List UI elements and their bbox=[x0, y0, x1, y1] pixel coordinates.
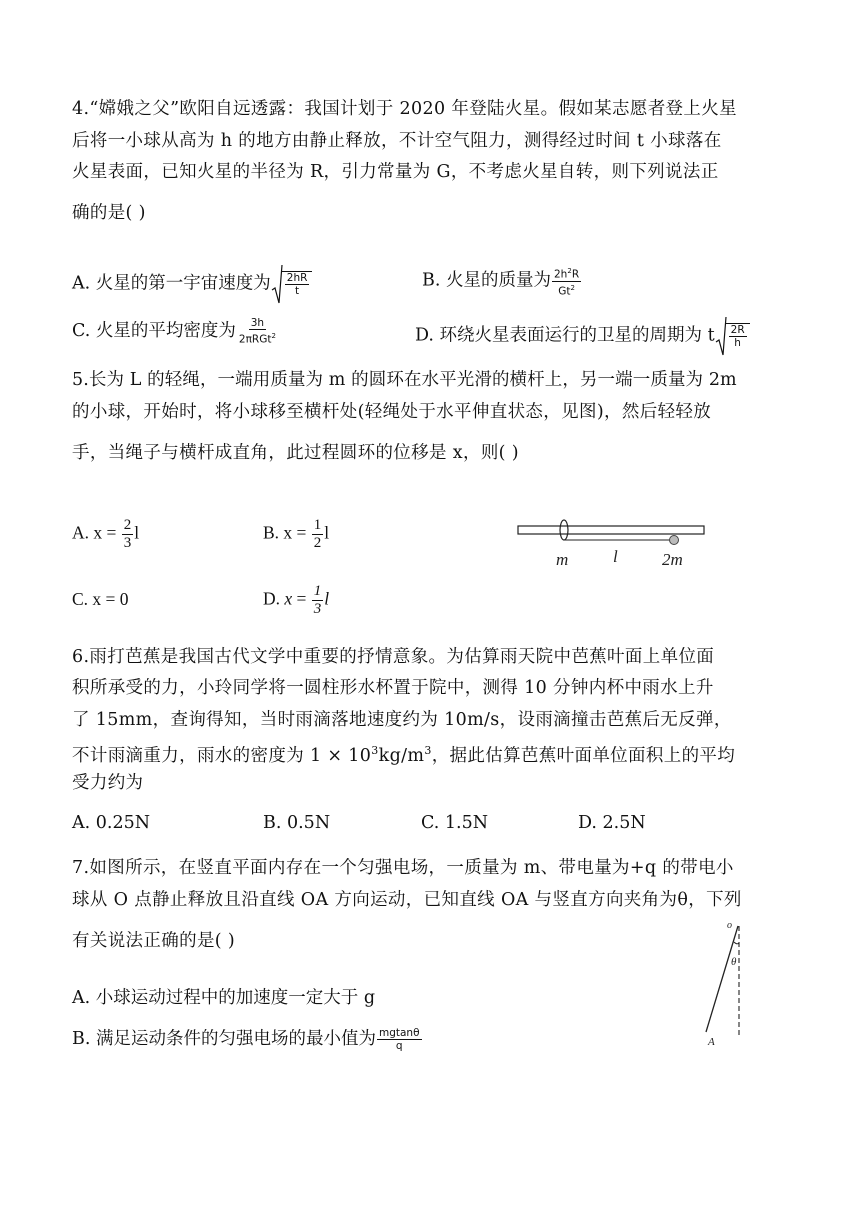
line-oa bbox=[706, 926, 738, 1032]
q6-option-d: D. 2.5N bbox=[578, 813, 646, 833]
q6-line-2: 积所承受的力，小玲同学将一圆柱形水杯置于院中，测得 10 分钟内杯中雨水上升 bbox=[72, 678, 714, 698]
q5-line-2: 的小球，开始时，将小球移至横杆处(轻绳处于水平伸直状态，见图)，然后轻轻放 bbox=[72, 402, 712, 422]
q5-option-d: D. x = $\frac{1}{3}$ l bbox=[263, 583, 330, 617]
label-2m: 2m bbox=[662, 550, 683, 569]
label-m: m bbox=[556, 550, 569, 569]
q5-figure-rod-ring-ball bbox=[512, 512, 712, 574]
q5-option-b: B. x = $\frac{1}{2}$ l bbox=[263, 517, 330, 551]
q4-option-d: D. 环绕火星表面运行的卫星的周期为 t $\frac{2R}{h}$ bbox=[415, 316, 750, 356]
q6-line-5: 受力约为 bbox=[72, 773, 144, 793]
angle-arc bbox=[734, 942, 739, 944]
q7-option-b: B. 满足运动条件的匀强电场的最小值为 $\frac{mgtan\theta}{q}$ bbox=[72, 1027, 420, 1052]
q4-line-4: 确的是( ) bbox=[72, 203, 146, 223]
q6-line-3: 了 15mm，查询得知，当时雨滴落地速度约为 10m/s，设雨滴撞击芭蕉后无反弹， bbox=[72, 710, 732, 730]
q7-option-a: A. 小球运动过程中的加速度一定大于 g bbox=[72, 988, 376, 1008]
q6-option-b: B. 0.5N bbox=[263, 813, 331, 833]
q4-option-c: C. 火星的平均密度为 $\frac{3h}{2\pi RGt^2}$ bbox=[72, 317, 276, 346]
q7-line-2: 球从 O 点静止释放且沿直线 OA 方向运动，已知直线 OA 与竖直方向夹角为θ，下列 bbox=[72, 890, 742, 910]
q6-line-1: 6.雨打芭蕉是我国古代文学中重要的抒情意象。为估算雨天院中芭蕉叶面上单位面 bbox=[72, 647, 715, 667]
q5-option-a: A. x = $\frac{2}{3}$ l bbox=[72, 517, 140, 551]
q6-option-a: A. 0.25N bbox=[72, 813, 151, 833]
horizontal-rod bbox=[518, 526, 704, 534]
label-o: o bbox=[727, 920, 732, 931]
q7-figure-oa-line bbox=[700, 918, 760, 1048]
q6-option-c: C. 1.5N bbox=[421, 813, 489, 833]
sqrt-symbol: $\frac{2hR}{t}$ bbox=[271, 264, 313, 304]
label-a: A bbox=[708, 1036, 715, 1048]
sqrt-symbol: $\frac{2R}{h}$ bbox=[715, 316, 750, 356]
q4-option-a: A. 火星的第一宇宙速度为 $\frac{2hR}{t}$ bbox=[72, 264, 312, 304]
q4-line-3: 火星表面，已知火星的半径为 R，引力常量为 G，不考虑火星自转，则下列说法正 bbox=[72, 162, 719, 182]
label-l: l bbox=[613, 547, 618, 566]
ring bbox=[560, 520, 568, 540]
q7-line-1: 7.如图所示，在竖直平面内存在一个匀强电场，一质量为 m、带电量为+q 的带电小 bbox=[72, 858, 734, 878]
ball bbox=[670, 536, 679, 545]
q4-line-2: 后将一小球从高为 h 的地方由静止释放，不计空气阻力，测得经过时间 t 小球落在 bbox=[72, 131, 722, 151]
label-theta: θ bbox=[731, 956, 737, 968]
q4-option-b: B. 火星的质量为 $\frac{2h^2R}{Gt^2}$ bbox=[422, 267, 580, 297]
q7-line-3: 有关说法正确的是( ) bbox=[72, 931, 236, 951]
q5-line-3: 手，当绳子与横杆成直角，此过程圆环的位移是 x，则( ) bbox=[72, 443, 519, 463]
q5-line-1: 5.长为 L 的轻绳，一端用质量为 m 的圆环在水平光滑的横杆上，另一端一质量为 2m bbox=[72, 370, 737, 390]
q6-line-4: 不计雨滴重力，雨水的密度为 $1 \times 10^3kg/m^3$，据此估算芭蕉叶面单位面积上的平均 bbox=[72, 744, 736, 766]
q4-line-1: 4.“嫦娥之父”欧阳自远透露：我国计划于 2020 年登陆火星。假如某志愿者登上火星 bbox=[72, 99, 737, 119]
q5-option-c: C. x = 0 bbox=[72, 589, 129, 609]
